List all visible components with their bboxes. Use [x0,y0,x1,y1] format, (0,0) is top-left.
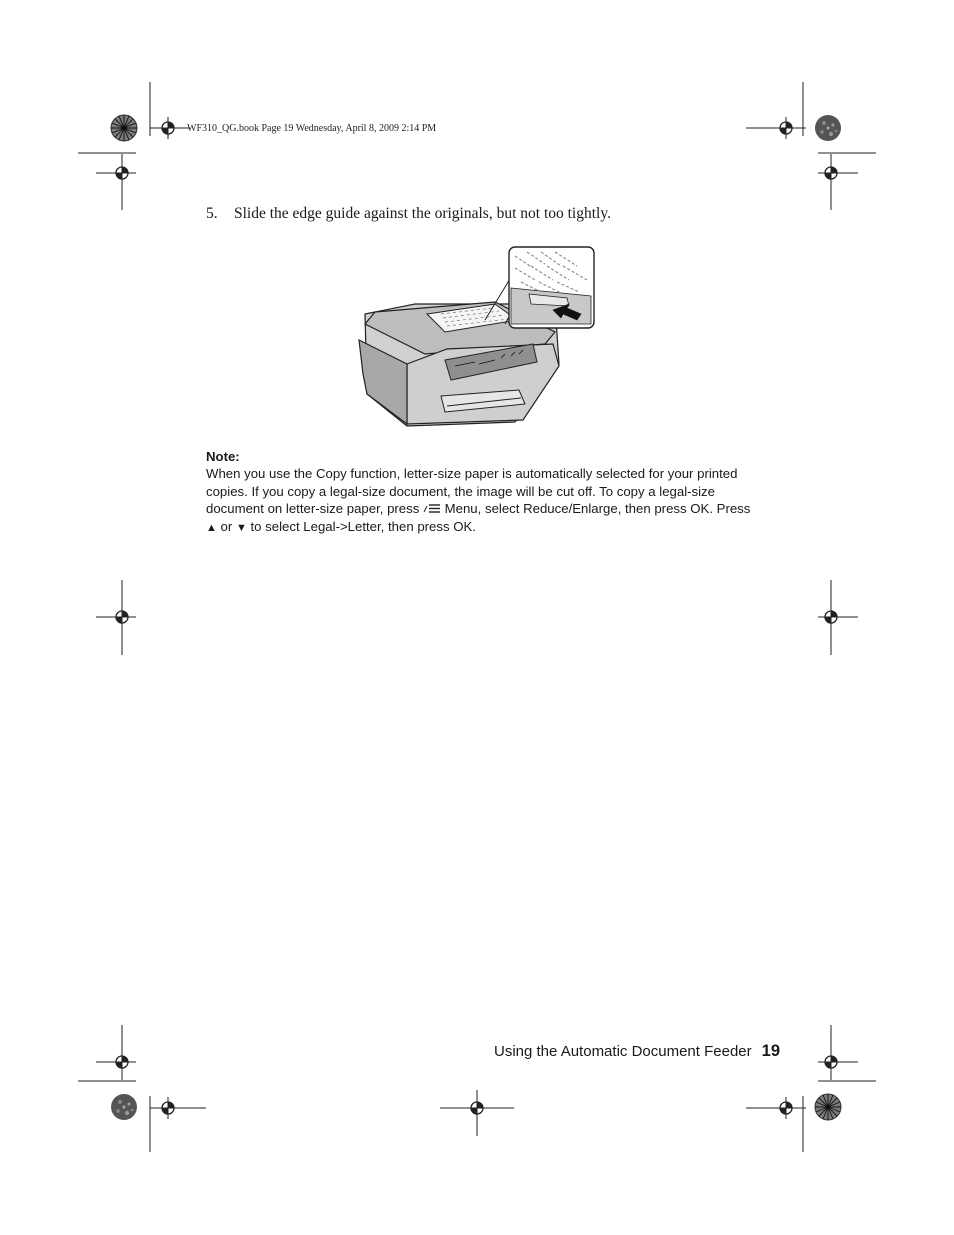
note-text: . [472,518,476,534]
menu-label: Menu [444,501,478,517]
note-text: to select [246,518,304,534]
down-arrow-icon: ▼ [235,521,247,534]
note-text: or [216,518,236,534]
page-footer [494,1042,780,1061]
up-arrow-icon: ▲ [206,521,217,534]
ok-label: OK [690,501,710,517]
note-text: , then press [380,518,454,534]
note-block [206,448,754,537]
reduce-enlarge-label: Reduce/Enlarge [523,501,618,517]
menu-icon [423,503,441,514]
printer-adf-illustration-icon [355,244,597,428]
legal-letter-label: Legal->Letter [303,518,381,534]
note-text: When you use the Copy function, letter-size paper is automatically selected for your printed copies. If you copy a legal-size document, the image will be cut off. To copy a legal-size document on letter-size paper, press [206,466,738,517]
step-number: 5. [206,205,218,222]
book-stamp: WF310_QG.book Page 19 Wednesday, April 8, 2009 2:14 PM [187,123,437,134]
note-title: Note: [206,449,240,464]
page-number: 19 [761,1042,780,1060]
step-5 [206,205,611,223]
note-text: , select [477,501,524,517]
note-body [206,465,754,537]
step-text: Slide the edge guide against the originals, but not too tightly. [234,205,611,222]
note-text: , then press [617,501,691,517]
ok-label: OK [453,518,473,534]
section-title: Using the Automatic Document Feeder [494,1043,752,1060]
note-text: . Press [709,501,751,517]
